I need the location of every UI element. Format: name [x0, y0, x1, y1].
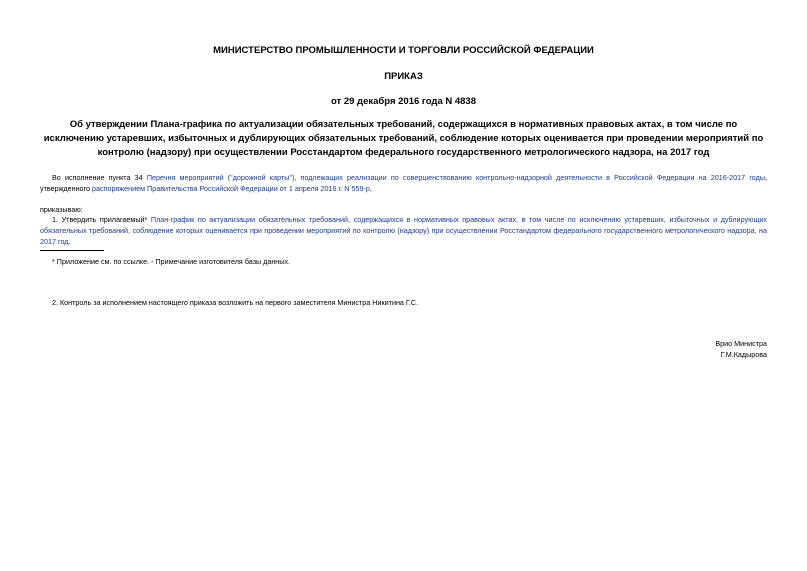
signature-position: Врио Министра	[715, 339, 767, 348]
item1-text-2: .	[68, 237, 71, 246]
paragraph-item-1	[40, 214, 767, 247]
preamble-text-2: , утвержденного	[40, 173, 767, 193]
footnote: * Приложение см. по ссылке. - Примечание изготовителя базы данных.	[52, 257, 291, 266]
document-title: Об утверждении Плана-графика по актуализации обязательных требований, содержащихся в нормативных правовых актах, в том числе по исключению устаревших, избыточных и дублирующих обязательных требований, соблюдение которых оценивается при проведении мероприятий по контролю (надзору) при осуществлении Росстандартом федерального государственного метрологического надзора, на 2017 год	[43, 119, 764, 158]
roadmap-link[interactable]: Перечня мероприятий ("дорожной карты"), подлежащих реализации по совершенствованию контрольно-надзорной деятельности в Российской Федерации на 2016-2017 годы	[146, 173, 765, 182]
paragraph-order: приказываю:	[40, 205, 83, 214]
paragraph-item-2: 2. Контроль за исполнением настоящего приказа возложить на первого заместителя Министра Никитина Г.С.	[52, 298, 419, 307]
government-order-link[interactable]: распоряжением Правительства Российской Федерации от 1 апреля 2016 г. N 559-р	[92, 184, 370, 193]
document-date: от 29 декабря 2016 года N 4838	[330, 96, 476, 107]
footnote-divider	[40, 250, 104, 251]
preamble-text-1: Во исполнение пункта 34	[52, 173, 147, 182]
item1-text-1: 1. Утвердить прилагаемый*	[52, 215, 151, 224]
document-type-heading: ПРИКАЗ	[384, 71, 423, 82]
preamble-text-3: ,	[369, 184, 372, 193]
plan-schedule-link[interactable]: План-график по актуализации обязательных требований, содержащихся в нормативных правовых актах, в том числе по исключению устаревших, избыточных и дублирующих обязательных требований, соблюдение которых оценивается при проведении мероприятий по контролю (надзору) при осуществлении Росстандартом федерального государственного метрологического надзора, на 2017 год	[40, 215, 767, 246]
signature-name: Г.М.Кадырова	[720, 350, 767, 359]
ministry-heading: МИНИСТЕРСТВО ПРОМЫШЛЕННОСТИ И ТОРГОВЛИ РОССИЙСКОЙ ФЕДЕРАЦИИ	[213, 45, 594, 56]
paragraph-preamble	[40, 172, 767, 194]
